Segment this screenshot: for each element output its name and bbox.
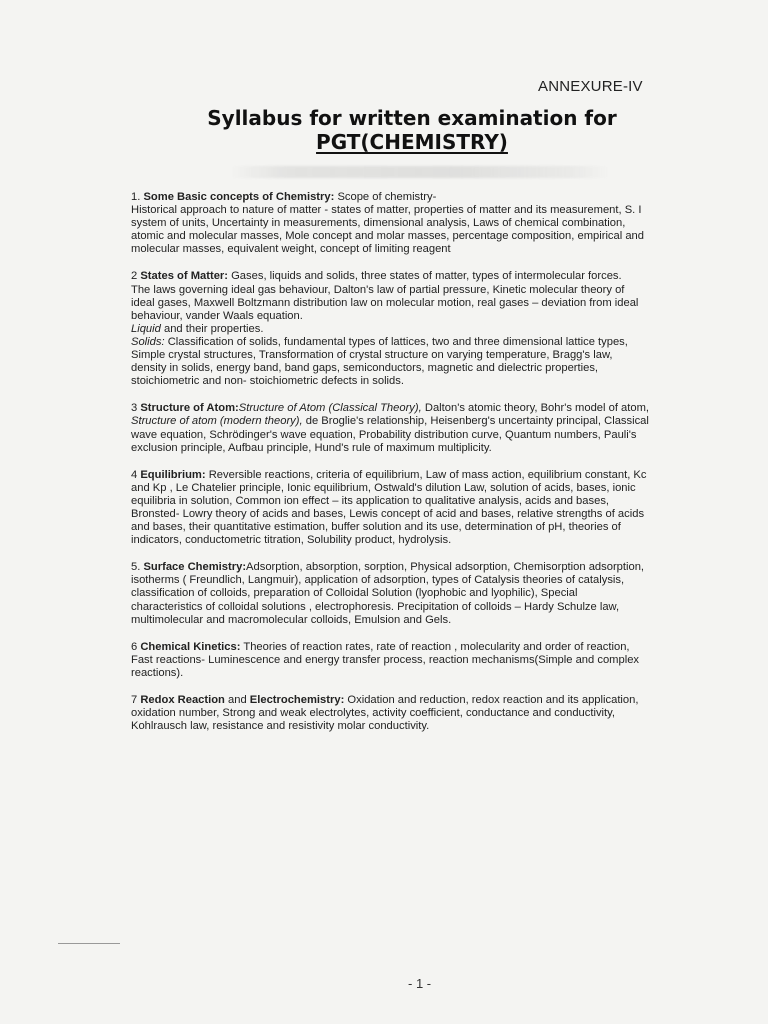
section-number: 2 bbox=[131, 270, 138, 283]
section-number: 6 bbox=[131, 640, 138, 653]
section-body: Historical approach to nature of matter - states of matter, properties of matter and its measurement, S. I system of units, Uncertainty in measurements, dimensional analysis, Laws of chemical combination, atomic and molecular masses, Mole concept and molar masses, percentage composition, empirical and molecular masses, equivalent weight, concept of limiting reagent bbox=[131, 204, 645, 256]
annexure-label: ANNEXURE-IV bbox=[538, 78, 643, 95]
section-number: 4 bbox=[131, 468, 138, 481]
section-intro: Gases, liquids and solids, three states of matter, types of intermolecular forces. bbox=[231, 270, 622, 283]
section-redox-electrochemistry bbox=[131, 694, 651, 733]
footer-rule bbox=[58, 943, 120, 944]
page-subtitle bbox=[0, 130, 768, 154]
section-intro: Scope of chemistry- bbox=[337, 191, 437, 203]
section-heading-2: Electrochemistry: bbox=[249, 694, 345, 706]
liquid-text: and their properties. bbox=[163, 322, 264, 335]
section-heading: Chemical Kinetics: bbox=[140, 640, 241, 653]
page-title: Syllabus for written examination for bbox=[207, 106, 617, 130]
section-heading: Redox Reaction bbox=[140, 694, 225, 706]
page-number: - 1 - bbox=[408, 976, 432, 991]
section-surface-chemistry bbox=[131, 561, 651, 626]
section-heading: Structure of Atom: bbox=[140, 402, 239, 415]
section-number: 5. bbox=[131, 561, 141, 574]
section-basic-concepts bbox=[131, 191, 651, 256]
section-body: The laws governing ideal gas behaviour, Dalton's law of partial pressure, Kinetic molecular theory of ideal gases, Maxwell Boltzmann distribution law on molecular motion, real gases – deviation from ideal behaviour, vander Waals equation. bbox=[131, 283, 639, 322]
section-number: 1. bbox=[131, 191, 141, 203]
section-body: Oxidation and reduction, redox reaction and its application, oxidation number, Strong and weak electrolytes, activity coefficient, conductance and conductivity, Kohlrausch law, resistance and resistivity molar conductivity. bbox=[131, 694, 639, 733]
section-heading: Some Basic concepts of Chemistry: bbox=[143, 191, 335, 203]
section-number: 3 bbox=[131, 402, 138, 415]
subject-title: PGT(CHEMISTRY) bbox=[316, 130, 508, 154]
section-body: Adsorption, absorption, sorption, Physical adsorption, Chemisorption adsorption, isotherms ( Freundlich, Langmuir), application of adsorption, types of Catalysis theories of catalysis, classification of colloids, preparation of Colloidal Solution (lyophobic and lyophilic), Special characteristics of colloidal solutions , electrophoresis. Precipitation of colloids – Hardy Schulze law, multimolecular and macromolecular colloids, Emulsion and Gels. bbox=[131, 561, 645, 626]
syllabus-content bbox=[131, 191, 651, 747]
section-connector: and bbox=[228, 694, 247, 706]
section-states-of-matter bbox=[131, 270, 651, 388]
italic-subheading: Structure of atom (modern theory), bbox=[131, 415, 303, 428]
italic-subheading: Structure of Atom (Classical Theory), bbox=[238, 402, 422, 415]
liquid-label: Liquid bbox=[131, 322, 161, 335]
section-chemical-kinetics bbox=[131, 641, 651, 680]
section-text: Dalton's atomic theory, Bohr's model of atom, bbox=[424, 402, 650, 415]
section-body: Reversible reactions, criteria of equilibrium, Law of mass action, equilibrium constant, Kc and Kp , Le Chatelier principle, Ionic equilibrium, Ostwald's dilution Law, solution of acids, bases, ionic equilibria in solution, Common ion effect – its application to qualitative analysis, acids and bases, Bronsted- Lowry theory of acids and bases, Lewis concept of acid and bases, relative strengths of acids and bases, their quantitative estimation, buffer solution and its use, determination of pH, theories of indicators, conductometric titration, Solubility product, hydrolysis. bbox=[131, 468, 647, 547]
bleed-through-artifact bbox=[230, 166, 610, 178]
section-structure-of-atom bbox=[131, 402, 651, 454]
section-text: de Broglie's relationship, Heisenberg's uncertainty principal, Classical wave equation, Schrödinger's wave equation, Probability distribution curve, Quantum numbers, Pauli's exclusion principle, Aufbau principle, Hund's rule of maximum multiplicity. bbox=[131, 415, 649, 454]
section-number: 7 bbox=[131, 694, 138, 706]
section-heading: Equilibrium: bbox=[140, 468, 206, 481]
solids-label: Solids: bbox=[131, 335, 165, 348]
solids-text: Classification of solids, fundamental types of lattices, two and three dimensional lattice types, Simple crystal structures, Transformation of crystal structure on varying temperature, Bragg's law, density in solids, energy band, band gaps, semiconductors, magnetic and dielectric properties, stoichiometric and non- stoichiometric defects in solids. bbox=[131, 335, 628, 388]
section-equilibrium bbox=[131, 469, 651, 548]
section-heading: Surface Chemistry: bbox=[143, 561, 247, 574]
section-body: Theories of reaction rates, rate of reaction , molecularity and order of reaction, Fast reactions- Luminescence and energy transfer process, reaction mechanisms(Simple and complex reactions). bbox=[131, 640, 640, 679]
section-heading: States of Matter: bbox=[140, 270, 228, 283]
